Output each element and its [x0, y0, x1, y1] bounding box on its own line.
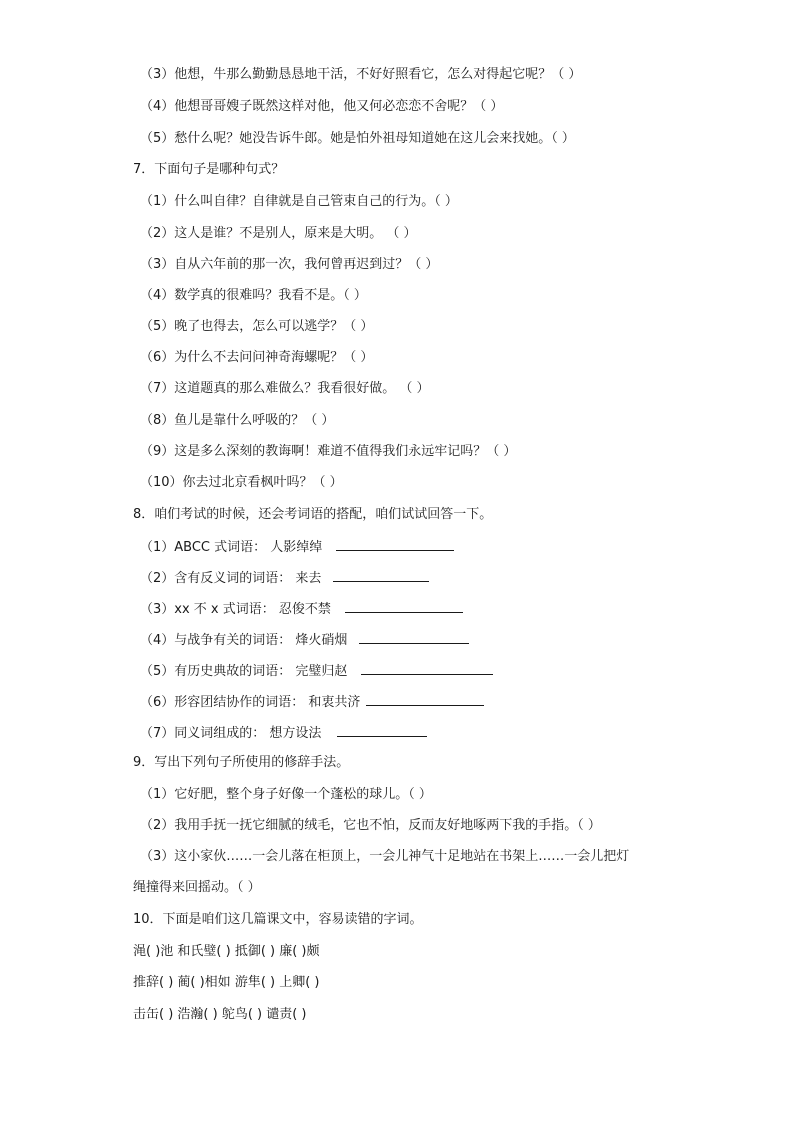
q8-item-text: （1）ABCC 式词语： 人影绰绰	[140, 540, 323, 555]
q7-item: （5）晚了也得去，怎么可以逃学？（ ）	[140, 319, 374, 334]
q10-row: 渑( )池 和氏璧( ) 抵御( ) 廉( )颇	[133, 944, 320, 959]
q6-item-5: （5）愁什么呢？她没告诉牛郎。她是怕外祖母知道她在这儿会来找她。（ ）	[140, 131, 575, 146]
q8-title: 8．咱们考试的时候，还会考词语的搭配，咱们试试回答一下。	[133, 507, 493, 522]
q9-item: （1）它好肥，整个身子好像一个蓬松的球儿。（ ）	[140, 787, 432, 802]
q8-item	[140, 723, 427, 743]
q7-item: （9）这是多么深刻的教诲啊！难道不值得我们永远牢记吗？（ ）	[140, 444, 517, 459]
q7-title: 7．下面句子是哪种句式？	[133, 162, 285, 177]
q6-item-4: （4）他想哥哥嫂子既然这样对他，他又何必恋恋不舍呢？（ ）	[140, 99, 504, 114]
q8-item-text: （7）同义词组成的： 想方设法	[140, 726, 322, 741]
q8-item	[140, 661, 493, 681]
q7-item: （4）数学真的很难吗？我看不是。（ ）	[140, 288, 367, 303]
answer-line[interactable]	[337, 723, 427, 737]
q10-row: 击缶( ) 浩瀚( ) 鸵鸟( ) 谴责( )	[133, 1007, 307, 1022]
q8-item	[140, 630, 469, 650]
q8-item-text: （5）有历史典故的词语： 完璧归赵	[140, 664, 348, 679]
q7-item: （8）鱼儿是靠什么呼吸的？（ ）	[140, 413, 335, 428]
q9-item-continued: 绳撞得来回摇动。（ ）	[133, 880, 261, 895]
q7-item: （3）自从六年前的那一次，我何曾再迟到过？（ ）	[140, 257, 439, 272]
answer-line[interactable]	[361, 661, 493, 675]
q8-item	[140, 537, 454, 557]
q9-item: （2）我用手抚一抚它细腻的绒毛，它也不怕，反而友好地啄两下我的手指。（ ）	[140, 818, 601, 833]
answer-line[interactable]	[336, 537, 454, 551]
q7-item: （7）这道题真的那么难做么？我看很好做。 （ ）	[140, 381, 430, 396]
q8-item-text: （3）xx 不 x 式词语： 忍俊不禁	[140, 602, 331, 617]
q6-item-3: （3）他想，牛那么勤勤恳恳地干活，不好好照看它，怎么对得起它呢？（ ）	[140, 67, 582, 82]
q8-item-text: （2）含有反义词的词语： 来去	[140, 571, 322, 586]
answer-line[interactable]	[345, 599, 463, 613]
answer-line[interactable]	[366, 692, 484, 706]
q8-item	[140, 692, 484, 712]
q9-item: （3）这小家伙……一会儿落在柜顶上，一会儿神气十足地站在书架上……一会儿把灯	[140, 849, 630, 864]
q7-item: （6）为什么不去问问神奇海螺呢？（ ）	[140, 350, 374, 365]
q9-title: 9．写出下列句子所使用的修辞手法。	[133, 755, 350, 770]
q8-item-text: （6）形容团结协作的词语： 和衷共济	[140, 695, 361, 710]
q7-item: （10）你去过北京看枫叶吗？（ ）	[140, 475, 343, 490]
answer-line[interactable]	[359, 630, 469, 644]
q8-item-text: （4）与战争有关的词语： 烽火硝烟	[140, 633, 348, 648]
answer-line[interactable]	[333, 568, 429, 582]
q7-item: （2）这人是谁？不是别人，原来是大明。 （ ）	[140, 226, 417, 241]
q8-item	[140, 599, 463, 619]
q10-row: 推辞( ) 蔺( )相如 游隼( ) 上卿( )	[133, 975, 320, 990]
q8-item	[140, 568, 429, 588]
q10-title: 10．下面是咱们这几篇课文中，容易读错的字词。	[133, 912, 423, 927]
q7-item: （1）什么叫自律？自律就是自己管束自己的行为。（ ）	[140, 194, 458, 209]
